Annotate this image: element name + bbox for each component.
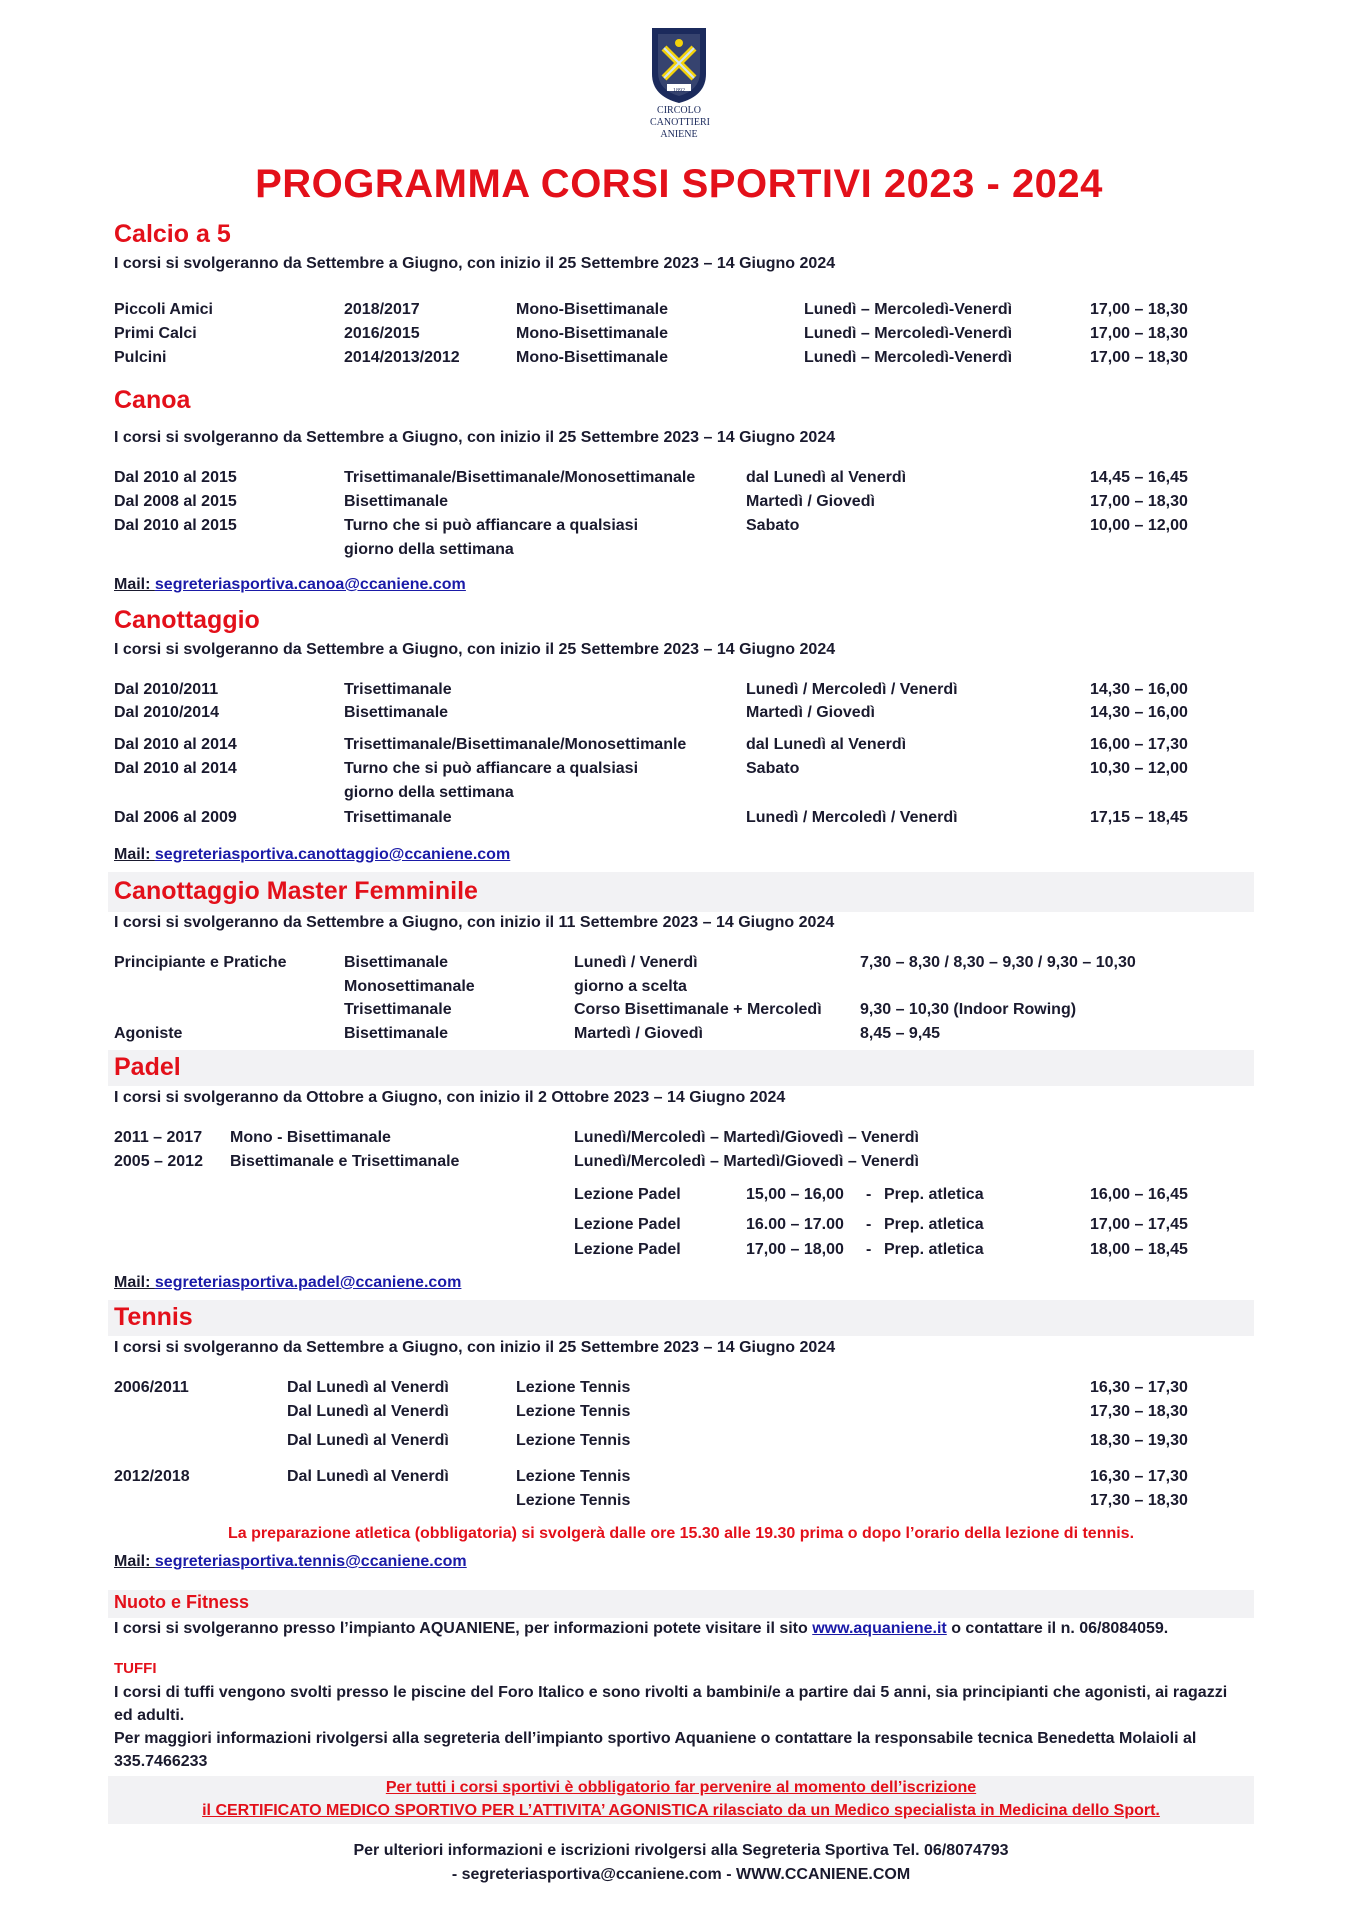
mail-label: Mail: <box>114 1274 155 1291</box>
table-cell: 17,00 – 18,30 <box>1090 301 1188 318</box>
table-cell: Lunedì / Mercoledì / Venerdì <box>746 681 958 698</box>
table-cell: 17,00 – 18,30 <box>1090 349 1188 366</box>
table-cell: 17,30 – 18,30 <box>1090 1403 1188 1420</box>
table-cell: Turno che si può affiancare a qualsiasi <box>344 760 639 777</box>
table-cell: Dal 2008 al 2015 <box>114 493 237 510</box>
table-cell: Dal Lunedì al Venerdì <box>287 1379 449 1396</box>
table-cell: Dal 2010/2011 <box>114 681 219 698</box>
table-cell: Lezione Tennis <box>516 1379 631 1396</box>
table-cell: Pulcini <box>114 349 167 366</box>
table-cell: Martedì / Giovedì <box>746 493 875 510</box>
table-cell: Bisettimanale <box>344 954 449 971</box>
section-title-canoa: Canoa <box>114 386 191 414</box>
table-cell: 17,00 – 18,30 <box>1090 493 1188 510</box>
table-cell: 18,00 – 18,45 <box>1090 1241 1188 1258</box>
table-cell: 16,30 – 17,30 <box>1090 1379 1188 1396</box>
table-cell: 8,45 – 9,45 <box>860 1025 941 1042</box>
table-cell: Lunedì / Mercoledì / Venerdì <box>746 809 958 826</box>
table-cell: 9,30 – 10,30 (Indoor Rowing) <box>860 1001 1077 1018</box>
table-cell: 2005 – 2012 <box>114 1153 203 1170</box>
table-cell: Prep. atletica <box>884 1216 984 1233</box>
table-cell: Dal Lunedì al Venerdì <box>287 1403 449 1420</box>
table-cell: Lunedì/Mercoledì – Martedì/Giovedì – Venerdì <box>574 1153 919 1170</box>
section-band <box>108 1050 1254 1086</box>
table-cell: Trisettimanale <box>344 681 452 698</box>
canottaggio-info: I corsi si svolgeranno da Settembre a Giugno, con inizio il 25 Settembre 2023 – 14 Giugno 2024 <box>114 641 836 658</box>
tennis-note: La preparazione atletica (obbligatoria) si svolgerà dalle ore 15.30 alle 19.30 prima o dopo l’orario della lezione di tennis. <box>227 1525 1135 1542</box>
table-cell: 16,00 – 16,45 <box>1090 1186 1188 1203</box>
notice-line-2: il CERTIFICATO MEDICO SPORTIVO PER L’ATTIVITA’ AGONISTICA rilasciato da un Medico specialista in Medicina dello Sport. <box>202 1802 1160 1819</box>
table-cell: Lezione Tennis <box>516 1432 631 1449</box>
table-cell: Trisettimanale <box>344 1001 452 1018</box>
table-cell: - <box>866 1216 872 1233</box>
table-cell: Piccoli Amici <box>114 301 213 318</box>
table-cell: Prep. atletica <box>884 1241 984 1258</box>
page-title: PROGRAMMA CORSI SPORTIVI 2023 - 2024 <box>255 162 1103 206</box>
table-cell: Turno che si può affiancare a qualsiasi <box>344 517 639 534</box>
tuffi-paragraph-1: I corsi di tuffi vengono svolti presso le piscine del Foro Italico e sono rivolti a bambini/e a partire dai 5 anni, sia principianti che agonisti, ai ragazzi ed adulti. <box>114 1684 1228 1724</box>
section-title-tennis: Tennis <box>114 1303 193 1331</box>
footer-line-1: Per ulteriori informazioni e iscrizioni rivolgersi alla Segreteria Sportiva Tel. 06/8074793 <box>353 1842 1009 1859</box>
table-cell: Mono-Bisettimanale <box>516 301 669 318</box>
table-cell: Dal 2010 al 2014 <box>114 760 237 777</box>
section-title-calcio: Calcio a 5 <box>114 220 231 248</box>
table-cell: 18,30 – 19,30 <box>1090 1432 1188 1449</box>
table-cell: giorno a scelta <box>574 978 687 995</box>
section-title-padel: Padel <box>114 1053 181 1081</box>
section-band <box>108 1590 1254 1618</box>
tennis-info: I corsi si svolgeranno da Settembre a Giugno, con inizio il 25 Settembre 2023 – 14 Giugno 2024 <box>114 1339 836 1356</box>
table-cell: Lunedì / Venerdì <box>574 954 698 971</box>
table-cell: 16,00 – 17,30 <box>1090 736 1188 753</box>
table-cell: 14,45 – 16,45 <box>1090 469 1188 486</box>
master-info: I corsi si svolgeranno da Settembre a Giugno, con inizio il 11 Settembre 2023 – 14 Giugno 2024 <box>114 914 835 931</box>
table-cell: Mono-Bisettimanale <box>516 349 669 366</box>
table-cell: Lunedì – Mercoledì-Venerdì <box>804 325 1013 342</box>
table-cell: Trisettimanale <box>344 809 452 826</box>
table-cell: Dal Lunedì al Venerdì <box>287 1432 449 1449</box>
table-cell: giorno della settimana <box>344 784 514 801</box>
table-cell: 15,00 – 16,00 <box>746 1186 844 1203</box>
table-cell: Lezione Tennis <box>516 1468 631 1485</box>
table-cell: 2012/2018 <box>114 1468 190 1485</box>
tennis-mail <box>114 1553 467 1571</box>
footer-line-2: - segreteriasportiva@ccaniene.com - WWW.CCANIENE.COM <box>451 1866 911 1883</box>
table-cell: Dal 2010 al 2014 <box>114 736 237 753</box>
table-cell: Lezione Tennis <box>516 1492 631 1509</box>
aquaniene-site-link[interactable]: www.aquaniene.it <box>812 1620 947 1637</box>
padel-mail-link[interactable]: segreteriasportiva.padel@ccaniene.com <box>154 1274 462 1291</box>
section-title-master: Canottaggio Master Femminile <box>114 877 478 905</box>
canoa-mail-link[interactable]: segreteriasportiva.canoa@ccaniene.com <box>154 576 466 593</box>
canoa-mail <box>114 576 466 594</box>
mail-label: Mail: <box>114 846 155 863</box>
mail-label: Mail: <box>114 576 155 593</box>
crest-line-1: CIRCOLO <box>657 105 701 116</box>
table-cell: giorno della settimana <box>344 541 514 558</box>
table-cell: Prep. atletica <box>884 1186 984 1203</box>
table-cell: Lunedì – Mercoledì-Venerdì <box>804 349 1013 366</box>
table-cell: Dal 2010 al 2015 <box>114 517 237 534</box>
table-cell: 2016/2015 <box>344 325 420 342</box>
table-cell: Bisettimanale <box>344 704 449 721</box>
table-cell: 2011 – 2017 <box>114 1129 203 1146</box>
table-cell: Dal 2010 al 2015 <box>114 469 237 486</box>
table-cell: Sabato <box>746 760 800 777</box>
table-cell: Lezione Tennis <box>516 1403 631 1420</box>
canottaggio-mail-link[interactable]: segreteriasportiva.canottaggio@ccaniene.com <box>154 846 511 863</box>
table-cell: Bisettimanale e Trisettimanale <box>230 1153 460 1170</box>
table-cell: Dal 2006 al 2009 <box>114 809 237 826</box>
table-cell: Dal 2010/2014 <box>114 704 219 721</box>
table-cell: 17,15 – 18,45 <box>1090 809 1188 826</box>
notice-line-1: Per tutti i corsi sportivi è obbligatorio far pervenire al momento dell’iscrizione <box>385 1779 977 1796</box>
table-cell: - <box>866 1241 872 1258</box>
table-cell: Principiante e Pratiche <box>114 954 287 971</box>
calcio-info: I corsi si svolgeranno da Settembre a Giugno, con inizio il 25 Settembre 2023 – 14 Giugno 2024 <box>114 255 836 272</box>
table-cell: Lezione Padel <box>574 1216 681 1233</box>
table-cell: 14,30 – 16,00 <box>1090 704 1188 721</box>
table-cell: 2014/2013/2012 <box>344 349 460 366</box>
crest-line-2: CANOTTIERI <box>650 117 710 128</box>
padel-info: I corsi si svolgeranno da Ottobre a Giugno, con inizio il 2 Ottobre 2023 – 14 Giugno 2024 <box>114 1089 786 1106</box>
table-cell: Lezione Padel <box>574 1241 681 1258</box>
table-cell: 17,00 – 18,00 <box>746 1241 844 1258</box>
nuoto-info <box>114 1620 1168 1638</box>
club-crest-logo <box>650 26 708 140</box>
table-cell: Trisettimanale/Bisettimanale/Monosettimanle <box>344 736 687 753</box>
crest-year: 1892 <box>673 88 685 94</box>
crest-line-3: ANIENE <box>660 129 698 140</box>
tuffi-paragraph-2: Per maggiori informazioni rivolgersi alla segreteria dell’impianto sportivo Aquaniene o contattare la responsabile tecnica Benedetta Molaioli al 335.7466233 <box>114 1730 1197 1770</box>
table-cell: 17,30 – 18,30 <box>1090 1492 1188 1509</box>
section-title-canottaggio: Canottaggio <box>114 606 260 634</box>
padel-mail <box>114 1274 461 1292</box>
canottaggio-mail <box>114 846 510 864</box>
table-cell: 2006/2011 <box>114 1379 189 1396</box>
table-cell: Lunedì – Mercoledì-Venerdì <box>804 301 1013 318</box>
table-cell: 14,30 – 16,00 <box>1090 681 1188 698</box>
nuoto-text: I corsi si svolgeranno presso l’impianto AQUANIENE, per informazioni potete visitare il sito <box>114 1620 813 1637</box>
table-cell: Sabato <box>746 517 800 534</box>
table-cell: 10,00 – 12,00 <box>1090 517 1188 534</box>
table-cell: 7,30 – 8,30 / 8,30 – 9,30 / 9,30 – 10,30 <box>860 954 1136 971</box>
table-cell: 17,00 – 17,45 <box>1090 1216 1188 1233</box>
table-cell: dal Lunedì al Venerdì <box>746 736 907 753</box>
table-cell: Bisettimanale <box>344 493 449 510</box>
tennis-mail-link[interactable]: segreteriasportiva.tennis@ccaniene.com <box>154 1553 467 1570</box>
section-title-tuffi: TUFFI <box>114 1660 157 1677</box>
table-cell: Martedì / Giovedì <box>574 1025 703 1042</box>
table-cell: - <box>866 1186 872 1203</box>
table-cell: Mono - Bisettimanale <box>230 1129 391 1146</box>
mail-label: Mail: <box>114 1553 155 1570</box>
table-cell: Bisettimanale <box>344 1025 449 1042</box>
canoa-info: I corsi si svolgeranno da Settembre a Giugno, con inizio il 25 Settembre 2023 – 14 Giugno 2024 <box>114 429 836 446</box>
table-cell: 16,30 – 17,30 <box>1090 1468 1188 1485</box>
nuoto-text-end: o contattare il n. 06/8084059. <box>946 1620 1169 1637</box>
table-cell: 2018/2017 <box>344 301 420 318</box>
section-band <box>108 1300 1254 1336</box>
table-cell: Primi Calci <box>114 325 197 342</box>
table-cell: Monosettimanale <box>344 978 475 995</box>
table-cell: Trisettimanale/Bisettimanale/Monosettimanale <box>344 469 696 486</box>
table-cell: Lezione Padel <box>574 1186 681 1203</box>
table-cell: Agoniste <box>114 1025 183 1042</box>
table-cell: 17,00 – 18,30 <box>1090 325 1188 342</box>
table-cell: Dal Lunedì al Venerdì <box>287 1468 449 1485</box>
table-cell: dal Lunedì al Venerdì <box>746 469 907 486</box>
table-cell: Lunedì/Mercoledì – Martedì/Giovedì – Venerdì <box>574 1129 919 1146</box>
table-cell: 10,30 – 12,00 <box>1090 760 1188 777</box>
table-cell: 16.00 – 17.00 <box>746 1216 844 1233</box>
table-cell: Corso Bisettimanale + Mercoledì <box>574 1001 822 1018</box>
table-cell: Mono-Bisettimanale <box>516 325 669 342</box>
table-cell: Martedì / Giovedì <box>746 704 875 721</box>
section-title-nuoto: Nuoto e Fitness <box>114 1592 250 1612</box>
